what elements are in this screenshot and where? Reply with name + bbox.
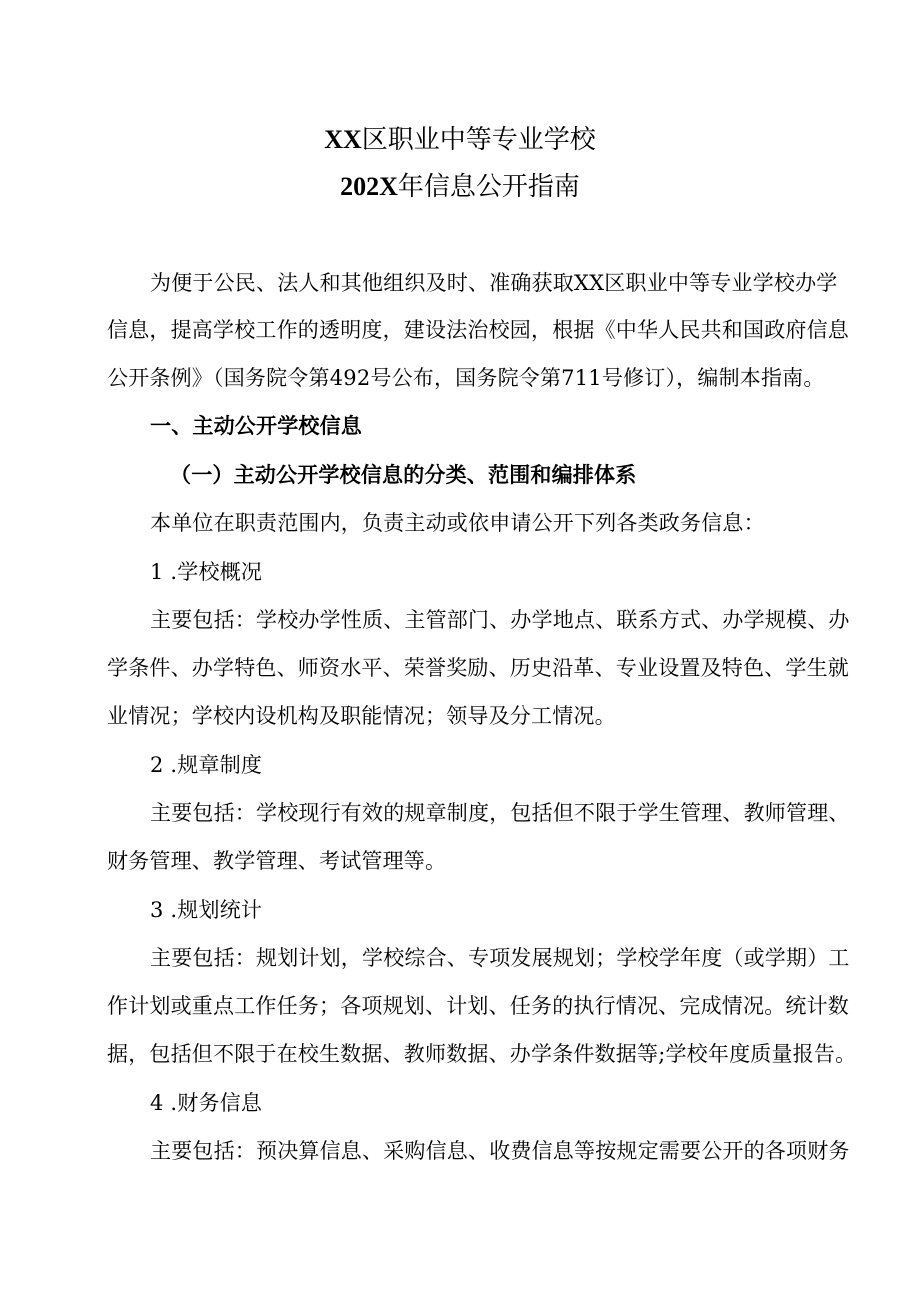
item-paragraph-line: 主要包括：规划计划，学校综合、专项发展规划；学校学年度（或学期）工 xyxy=(150,946,850,970)
item-paragraph-line: 主要包括：学校现行有效的规章制度，包括但不限于学生管理、教师管理、 xyxy=(150,801,850,825)
item-title: 2 .规章制度 xyxy=(150,753,263,777)
item-paragraph-line: 学条件、办学特色、师资水平、荣誉奖励、历史沿革、专业设置及特色、学生就 xyxy=(107,656,849,680)
item-paragraph-line: 财务管理、教学管理、考试管理等。 xyxy=(107,849,447,873)
item-title: 1 .学校概况 xyxy=(150,560,263,584)
item-paragraph-line: 主要包括：学校办学性质、主管部门、办学地点、联系方式、办学规模、办 xyxy=(150,608,850,632)
title-school-name: 区职业中等专业学校 xyxy=(361,125,596,155)
item-title: 3 .规划统计 xyxy=(150,898,263,922)
document-title-line-2 xyxy=(0,171,920,203)
item-paragraph-line: 主要包括：预决算信息、采购信息、收费信息等按规定需要公开的各项财务 xyxy=(150,1139,850,1163)
title-year: 202X xyxy=(340,172,398,201)
item-paragraph-line: 业情况；学校内设机构及职能情况；领导及分工情况。 xyxy=(107,704,616,728)
intro-paragraph-line: 公开条例》（国务院令第492号公布，国务院令第711号修订），编制本指南。 xyxy=(107,366,825,390)
subsection-heading: （一）主动公开学校信息的分类、范围和编排体系 xyxy=(170,462,637,487)
section-heading: 一、主动公开学校信息 xyxy=(150,413,362,438)
item-title: 4 .财务信息 xyxy=(150,1091,263,1115)
document-title-line-1 xyxy=(0,124,920,156)
item-paragraph-line: 作计划或重点工作任务；各项规划、计划、任务的执行情况、完成情况。统计数 xyxy=(107,994,849,1018)
title-guide-name: 年信息公开指南 xyxy=(397,172,580,202)
intro-paragraph-line: 信息，提高学校工作的透明度，建设法治校园，根据《中华人民共和国政府信息 xyxy=(107,318,849,342)
title-school-code: XX xyxy=(324,125,362,154)
intro-paragraph-line: 为便于公民、法人和其他组织及时、准确获取XX区职业中等专业学校办学 xyxy=(150,271,838,295)
scope-paragraph: 本单位在职责范围内，负责主动或依申请公开下列各类政务信息： xyxy=(150,511,765,535)
item-paragraph-line: 据，包括但不限于在校生数据、教师数据、办学条件数据等;学校年度质量报告。 xyxy=(107,1042,857,1066)
